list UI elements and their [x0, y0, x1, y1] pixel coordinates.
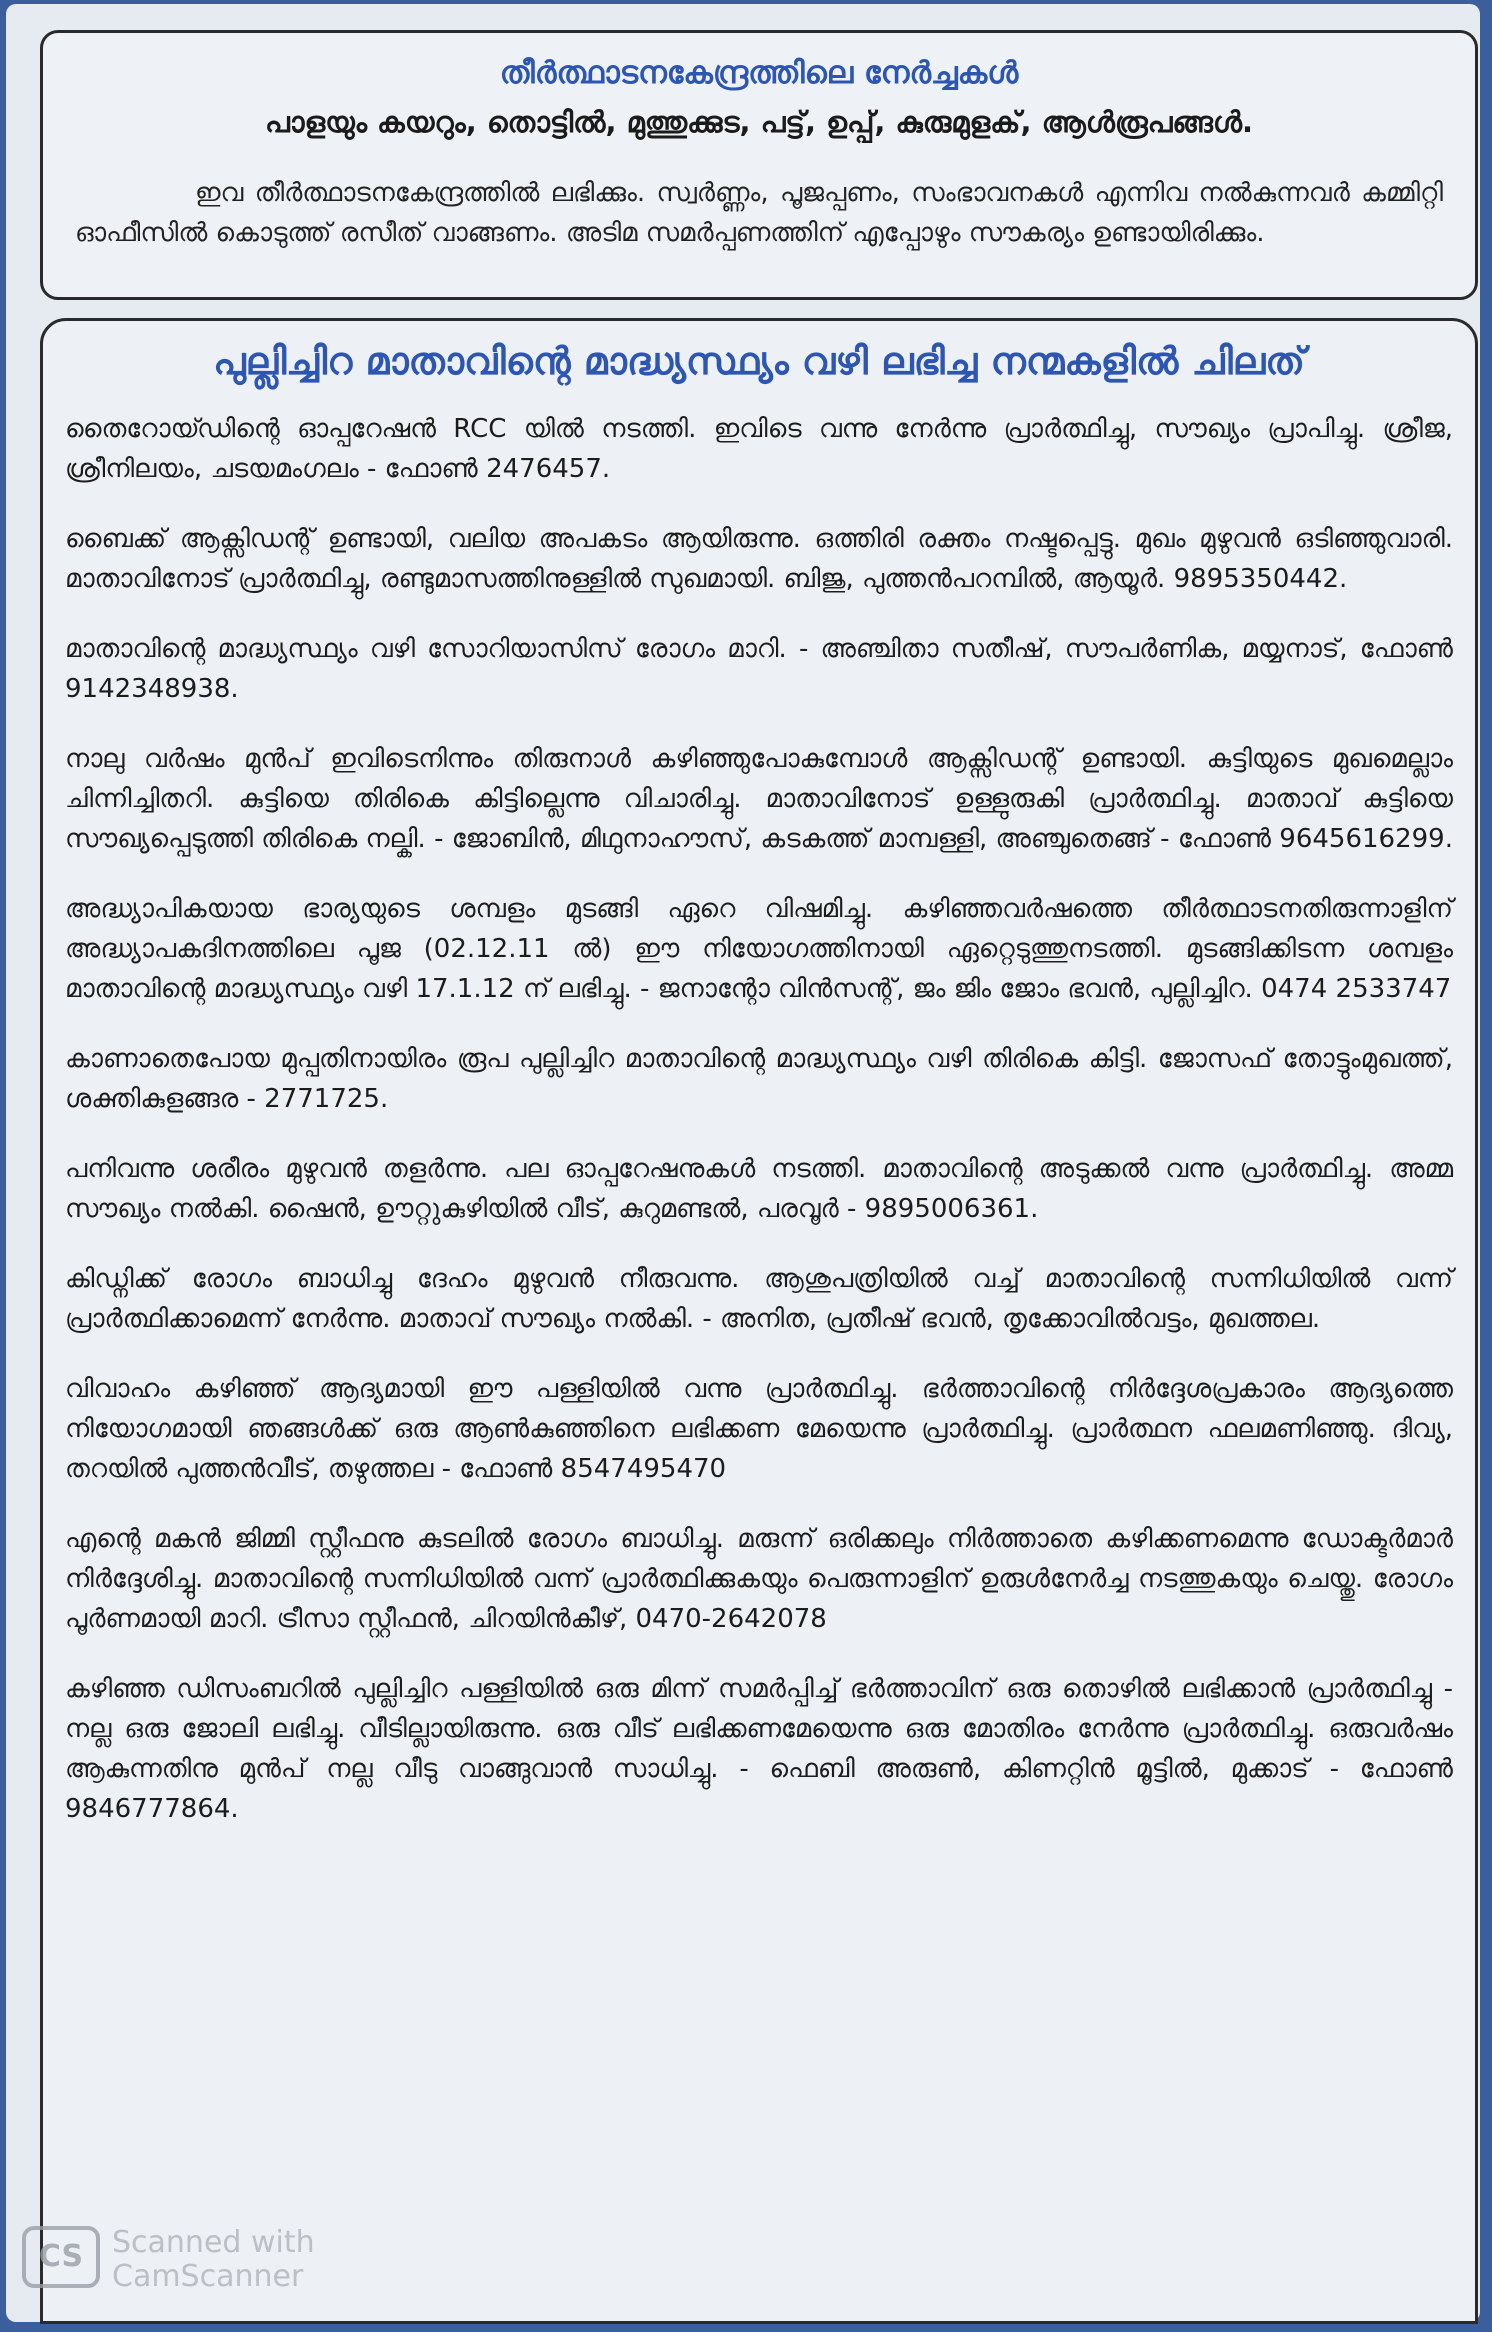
testimonial-item: വിവാഹം കഴിഞ്ഞ് ആദ്യമായി ഈ പള്ളിയിൽ വന്നു പ്രാർത്ഥിച്ചു. ഭർത്താവിന്റെ നിർദ്ദേശപ്രകാരം ആദ്യത്തെ നിയോഗമായി ഞങ്ങൾക്ക് ഒരു ആൺകുഞ്ഞിനെ ലഭിക്കണ മേയെന്നു പ്രാർത്ഥിച്ചു. പ്രാർത്ഥന ഫലമണിഞ്ഞു. ദിവ്യ, തറയിൽ പുത്തൻവീട്, തഴുത്തല - ഫോൺ 8547495470	[65, 1374, 1453, 1484]
testimonial-item: കിഡ്നിക്ക് രോഗം ബാധിച്ചു ദേഹം മുഴുവൻ നീരുവന്നു. ആശുപത്രിയിൽ വച്ച് മാതാവിന്റെ സന്നിധിയിൽ വന്ന് പ്രാർത്ഥിക്കാമെന്ന് നേർന്നു. മാതാവ് സൗഖ്യം നൽകി. - അനിത, പ്രതീഷ് ഭവൻ, തൃക്കോവിൽവട്ടം, മുഖത്തല.	[65, 1264, 1453, 1334]
offerings-list: പാളയും കയറും, തൊട്ടിൽ, മുത്തുക്കുട, പട്ട്, ഉപ്പ്, കുരുമുളക്, ആൾരൂപങ്ങൾ.	[265, 105, 1253, 139]
testimonial-item: തൈറോയ്ഡിന്റെ ഓപ്പറേഷൻ RCC യിൽ നടത്തി. ഇവിടെ വന്നു നേർന്നു പ്രാർത്ഥിച്ചു, സൗഖ്യം പ്രാപിച്ചു. ശ്രീജ, ശ്രീനിലയം, ചടയമംഗലം - ഫോൺ 2476457.	[65, 414, 1453, 484]
testimonial-item: കഴിഞ്ഞ ഡിസംബറിൽ പുല്ലിച്ചിറ പള്ളിയിൽ ഒരു മിന്ന് സമർപ്പിച്ച് ഭർത്താവിന് ഒരു തൊഴിൽ ലഭിക്കാൻ പ്രാർത്ഥിച്ചു - നല്ല ഒരു ജോലി ലഭിച്ചു. വീടില്ലായിരുന്നു. ഒരു വീട് ലഭിക്കണമേയെന്നു ഒരു മോതിരം നേർന്നു പ്രാർത്ഥിച്ചു. ഒരുവർഷം ആകുന്നതിനു മുൻപ് നല്ല വീടു വാങ്ങുവാൻ സാധിച്ചു. - ഫെബി അരുൺ, കിണറ്റിൻ മൂട്ടിൽ, മുക്കാട് - ഫോൺ 9846777864.	[65, 1674, 1453, 1824]
offerings-title: തീർത്ഥാടനകേന്ദ്രത്തിലെ നേർച്ചകൾ	[499, 55, 1019, 91]
testimonials-box	[40, 318, 1478, 2324]
offerings-box	[40, 30, 1478, 300]
testimonial-item: എന്റെ മകൻ ജിമ്മി സ്റ്റീഫനു കുടലിൽ രോഗം ബാധിച്ചു. മരുന്ന് ഒരിക്കലും നിർത്താതെ കഴിക്കണമെന്നു ഡോക്ടർമാർ നിർദ്ദേശിച്ചു. മാതാവിന്റെ സന്നിധിയിൽ വന്ന് പ്രാർത്ഥിക്കുകയും പെരുന്നാളിന് ഉരുൾനേർച്ച നടത്തുകയും ചെയ്തു. രോഗം പൂർണമായി മാറി. ട്രീസാ സ്റ്റീഫൻ, ചിറയിൻകീഴ്, 0470-2642078	[65, 1524, 1453, 1634]
testimonial-item: കാണാതെപോയ മുപ്പതിനായിരം രൂപ പുല്ലിച്ചിറ മാതാവിന്റെ മാദ്ധ്യസ്ഥ്യം വഴി തിരികെ കിട്ടി. ജോസഫ് തോട്ടുംമുഖത്ത്, ശക്തികുളങ്ങര - 2771725.	[65, 1044, 1453, 1114]
testimonials-title: പുല്ലിച്ചിറ മാതാവിന്റെ മാദ്ധ്യസ്ഥ്യം വഴി ലഭിച്ച നന്മകളിൽ ചിലത്	[213, 339, 1305, 383]
watermark-line-1: Scanned with	[112, 2225, 315, 2260]
camscanner-watermark	[112, 2226, 315, 2294]
testimonial-item: ബൈക്ക് ആക്സിഡന്റ് ഉണ്ടായി, വലിയ അപകടം ആയിരുന്നു. ഒത്തിരി രക്തം നഷ്ടപ്പെട്ടു. മുഖം മുഴുവൻ ഒടിഞ്ഞുവാരി. മാതാവിനോട് പ്രാർത്ഥിച്ചു, രണ്ടുമാസത്തിനുള്ളിൽ സുഖമായി. ബിജു, പുത്തൻപറമ്പിൽ, ആയൂർ. 9895350442.	[65, 524, 1453, 594]
camscanner-logo-icon: CS	[22, 2226, 100, 2288]
testimonials-list	[65, 409, 1453, 1859]
testimonial-item: നാലു വർഷം മുൻപ് ഇവിടെനിന്നും തിരുനാൾ കഴിഞ്ഞുപോകുമ്പോൾ ആക്സിഡന്റ് ഉണ്ടായി. കുട്ടിയുടെ മുഖമെല്ലാം ചിന്നിച്ചിതറി. കുട്ടിയെ തിരികെ കിട്ടില്ലെന്നു വിചാരിച്ചു. മാതാവിനോട് ഉള്ളുരുകി പ്രാർത്ഥിച്ചു. മാതാവ് കുട്ടിയെ സൗഖ്യപ്പെടുത്തി തിരികെ നല്കി. - ജോബിൻ, മിഥുനാഹൗസ്, കടകത്ത് മാമ്പള്ളി, അഞ്ചുതെങ്ങ് - ഫോൺ 9645616299.	[65, 744, 1453, 854]
testimonial-item: മാതാവിന്റെ മാദ്ധ്യസ്ഥ്യം വഴി സോറിയാസിസ് രോഗം മാറി. - അഞ്ചിതാ സതീഷ്, സൗപർണിക, മയ്യനാട്, ഫോൺ 9142348938.	[65, 634, 1453, 704]
offerings-note: ഇവ തീർത്ഥാടനകേന്ദ്രത്തിൽ ലഭിക്കും. സ്വർണ്ണം, പൂജപ്പണം, സംഭാവനകൾ എന്നിവ നൽകുന്നവർ കമ്മിറ്റി ഓഫീസിൽ കൊടുത്ത് രസീത് വാങ്ങണം. അടിമ സമർപ്പണത്തിന് എപ്പോഴും സൗകര്യം ഉണ്ടായിരിക്കും.	[75, 178, 1443, 248]
scanned-page	[6, 4, 1480, 2322]
watermark-line-2: CamScanner	[112, 2259, 304, 2294]
testimonial-item: അദ്ധ്യാപികയായ ഭാര്യയുടെ ശമ്പളം മുടങ്ങി ഏറെ വിഷമിച്ചു. കഴിഞ്ഞവർഷത്തെ തീർത്ഥാടനതിരുന്നാളിന് അദ്ധ്യാപകദിനത്തിലെ പൂജ (02.12.11 ൽ) ഈ നിയോഗത്തിനായി ഏറ്റെടുത്തുനടത്തി. മുടങ്ങിക്കിടന്ന ശമ്പളം മാതാവിന്റെ മാദ്ധ്യസ്ഥ്യം വഴി 17.1.12 ന് ലഭിച്ചു. - ജനാന്റോ വിൻസന്റ്, ജം ജിം ജോം ഭവൻ, പുല്ലിച്ചിറ. 0474 2533747	[65, 894, 1453, 1004]
testimonial-item: പനിവന്നു ശരീരം മുഴുവൻ തളർന്നു. പല ഓപ്പറേഷനുകൾ നടത്തി. മാതാവിന്റെ അടുക്കൽ വന്നു പ്രാർത്ഥിച്ചു. അമ്മ സൗഖ്യം നൽകി. ഷൈൻ, ഊറ്റുകുഴിയിൽ വീട്, കുറുമണ്ടൽ, പരവൂർ - 9895006361.	[65, 1154, 1453, 1224]
